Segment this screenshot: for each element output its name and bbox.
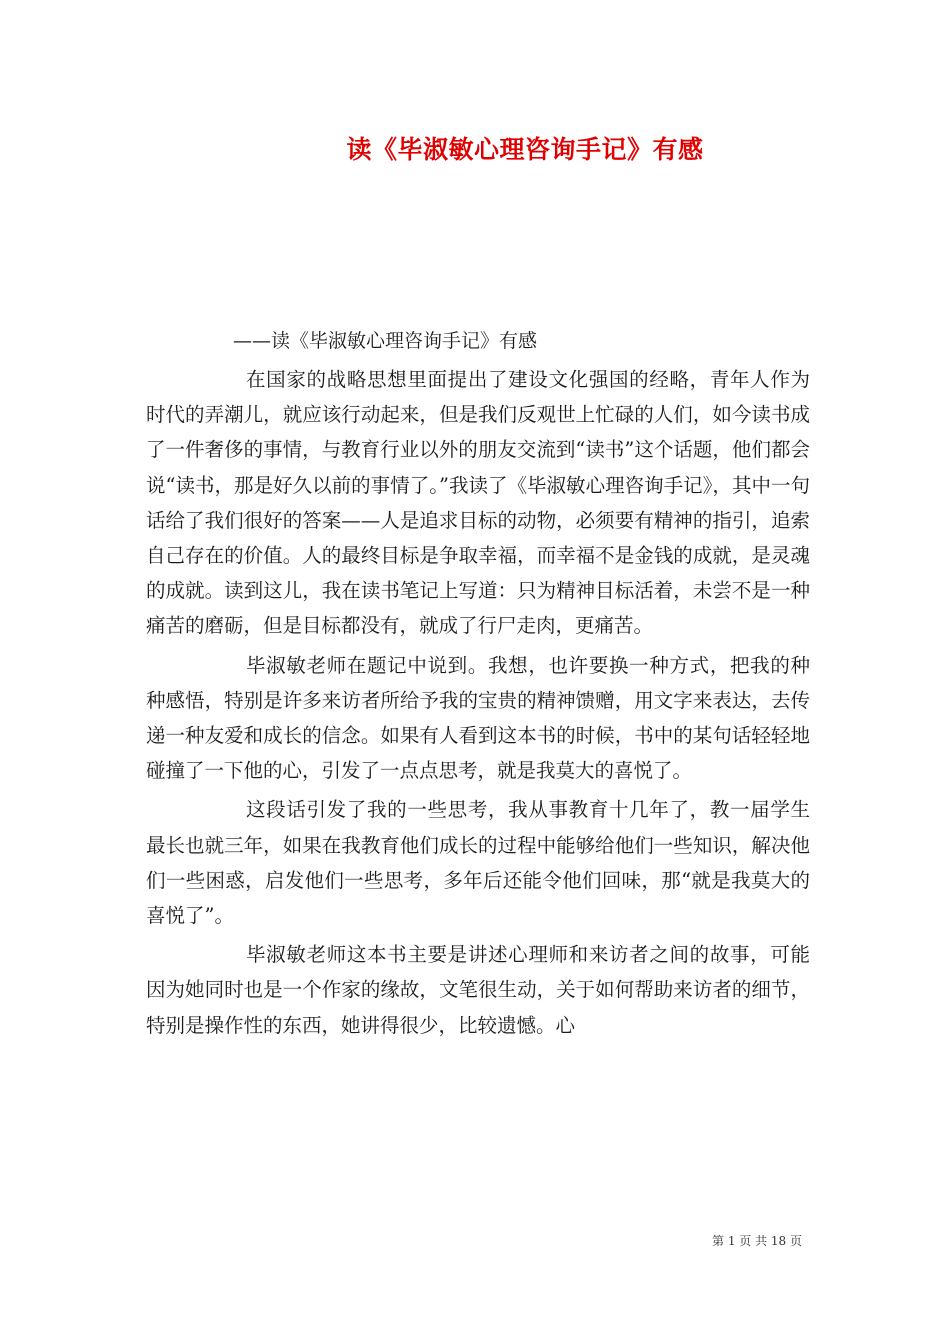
paragraph-4: 毕淑敏老师这本书主要是讲述心理师和来访者之间的故事，可能因为她同时也是一个作家的缘故，文笔很生动，关于如何帮助来访者的细节，特别是操作性的东西，她讲得很少，比较遗憾。心 <box>146 943 810 1037</box>
document-title: 读《毕淑敏心理咨询手记》有感 <box>346 135 704 164</box>
paragraph-3: 这段话引发了我的一些思考，我从事教育十几年了，教一届学生最长也就三年，如果在我教育他们成长的过程中能够给他们一些知识，解决他们一些困惑，启发他们一些思考，多年后还能令他们回味，那“就是我莫大的喜悦了”。 <box>146 798 810 928</box>
page-number-footer: 第 1 页 共 18 页 <box>712 1234 802 1248</box>
document-body <box>146 362 810 1047</box>
paragraph-1: 在国家的战略思想里面提出了建设文化强国的经略，青年人作为时代的弄潮儿，就应该行动起来，但是我们反观世上忙碌的人们，如今读书成了一件奢侈的事情，与教育行业以外的朋友交流到“读书”这个话题，他们都会说“读书，那是好久以前的事情了。”我读了《毕淑敏心理咨询手记》，其中一句话给了我们很好的答案——人是追求目标的动物，必须要有精神的指引，追索自己存在的价值。人的最终目标是争取幸福，而幸福不是金钱的成就，是灵魂的成就。读到这儿，我在读书笔记上写道：只为精神目标活着，未尝不是一种痛苦的磨砺，但是目标都没有，就成了行尸走肉，更痛苦。 <box>146 368 810 638</box>
document-subtitle: ——读《毕淑敏心理咨询手记》有感 <box>233 330 538 352</box>
paragraph-2: 毕淑敏老师在题记中说到。我想，也许要换一种方式，把我的种种感悟，特别是许多来访者所给予我的宝贵的精神馈赠，用文字来表达，去传递一种友爱和成长的信念。如果有人看到这本书的时候，书中的某句话轻轻地碰撞了一下他的心，引发了一点点思考，就是我莫大的喜悦了。 <box>146 653 810 783</box>
